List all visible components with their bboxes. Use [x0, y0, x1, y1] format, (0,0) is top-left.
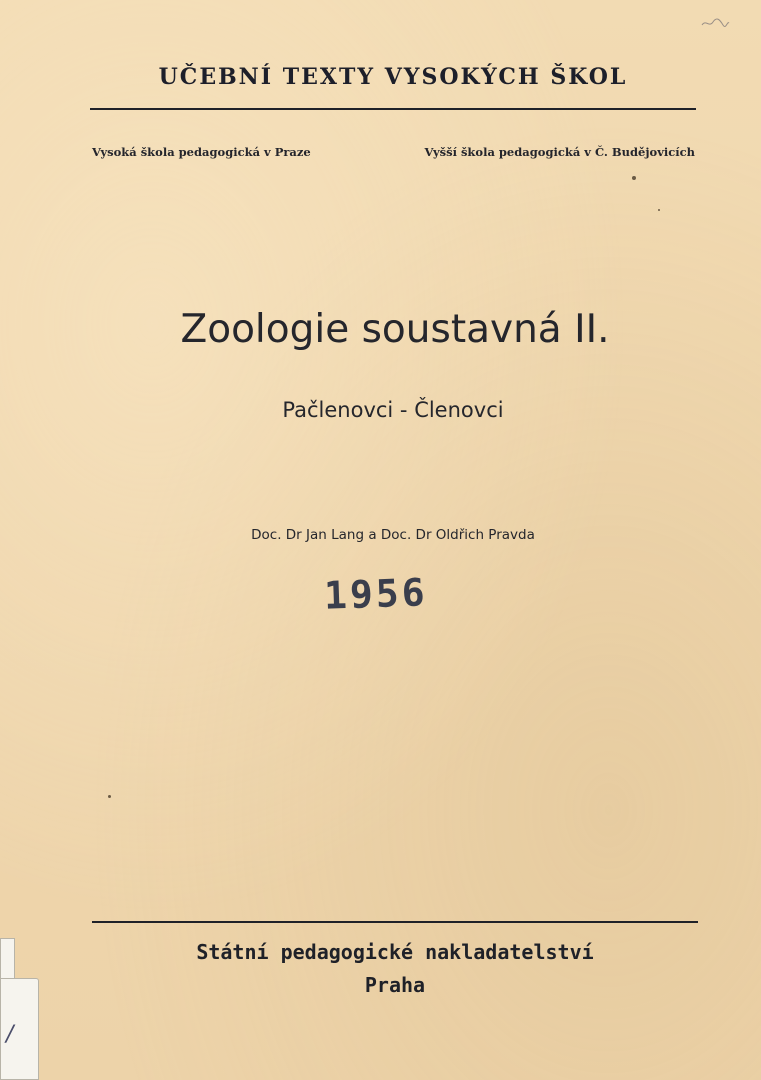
bottom-rule [92, 921, 698, 923]
book-subtitle: Pačlenovci - Členovci [282, 398, 504, 422]
paper-speck [108, 795, 111, 798]
paper-speck [632, 176, 636, 180]
sticker-mark: / [6, 1022, 14, 1047]
publisher-city: Praha [364, 973, 426, 997]
book-title: Zoologie soustavná II. [180, 307, 610, 352]
school-left: Vysoká škola pedagogická v Praze [92, 145, 311, 159]
publisher: Státní pedagogické nakladatelství [196, 940, 594, 964]
authors: Doc. Dr Jan Lang a Doc. Dr Oldřich Pravda [251, 527, 535, 543]
paper-speck [658, 209, 660, 211]
pencil-scribble-icon [700, 16, 730, 30]
top-rule [90, 108, 696, 110]
series-title: UČEBNÍ TEXTY VYSOKÝCH ŠKOL [158, 64, 628, 90]
school-right: Vyšší škola pedagogická v Č. Budějovicích [424, 145, 695, 159]
handwritten-year: 1956 [323, 570, 429, 618]
